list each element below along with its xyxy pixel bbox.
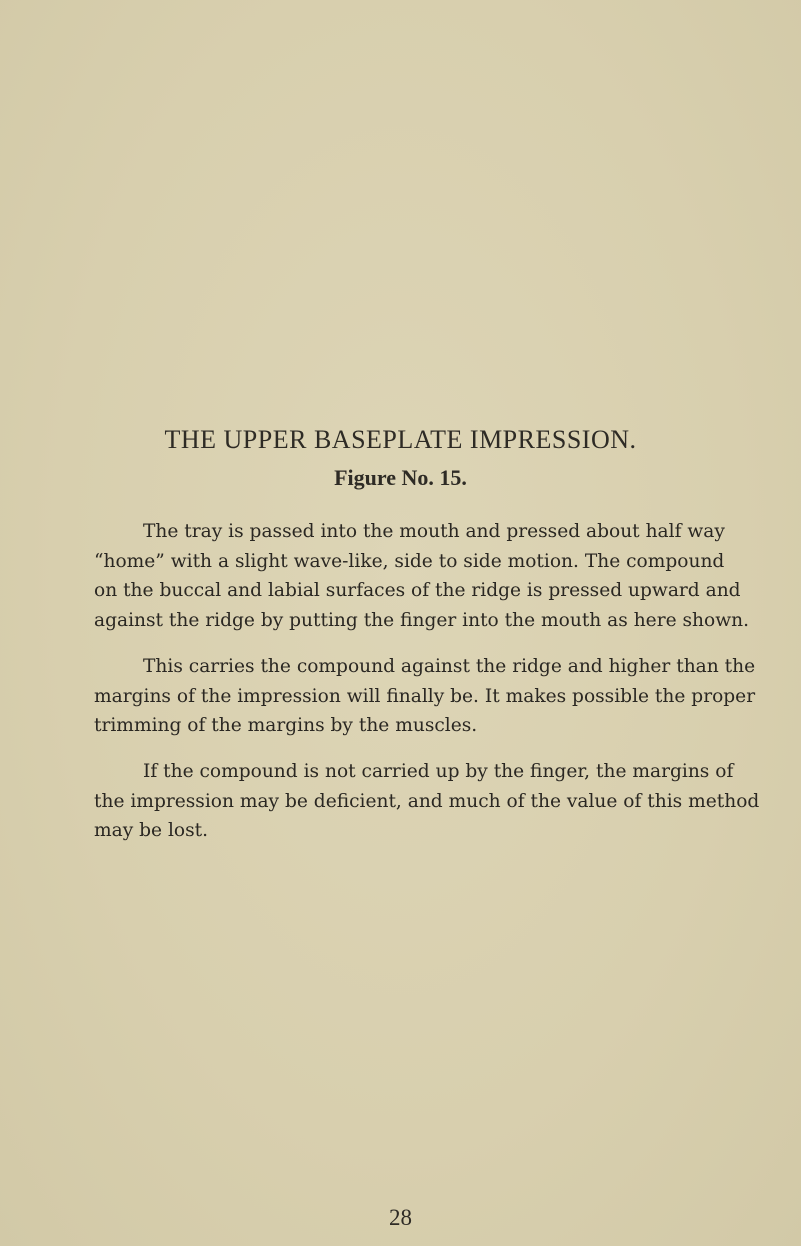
paragraph-line: margins of the impression will finally be. It makes possible the proper — [94, 685, 756, 707]
paragraph-line: If the compound is not carried up by the finger, the margins of — [143, 761, 734, 782]
paragraph-line: This carries the compound against the ridge and higher than the — [143, 656, 756, 677]
page-number: 28 — [389, 1205, 412, 1230]
paragraph-line: “home” with a slight wave-like, side to side motion. The compound — [94, 550, 725, 572]
paragraph-2 — [94, 652, 756, 741]
page-title: THE UPPER BASEPLATE IMPRESSION. — [164, 425, 637, 454]
paragraph-line: against the ridge by putting the finger into the mouth as here shown. — [94, 609, 750, 631]
figure-caption: Figure No. 15. — [334, 465, 467, 490]
paragraph-line: the impression may be deficient, and much of the value of this method — [94, 790, 760, 812]
paragraph-3 — [94, 757, 760, 846]
paragraph-line: The tray is passed into the mouth and pressed about half way — [143, 521, 725, 542]
paragraph-line: on the buccal and labial surfaces of the ridge is pressed upward and — [94, 580, 741, 601]
paragraph-line: may be lost. — [94, 820, 209, 841]
paragraph-1 — [94, 517, 750, 635]
paragraph-line: trimming of the margins by the muscles. — [94, 715, 478, 736]
